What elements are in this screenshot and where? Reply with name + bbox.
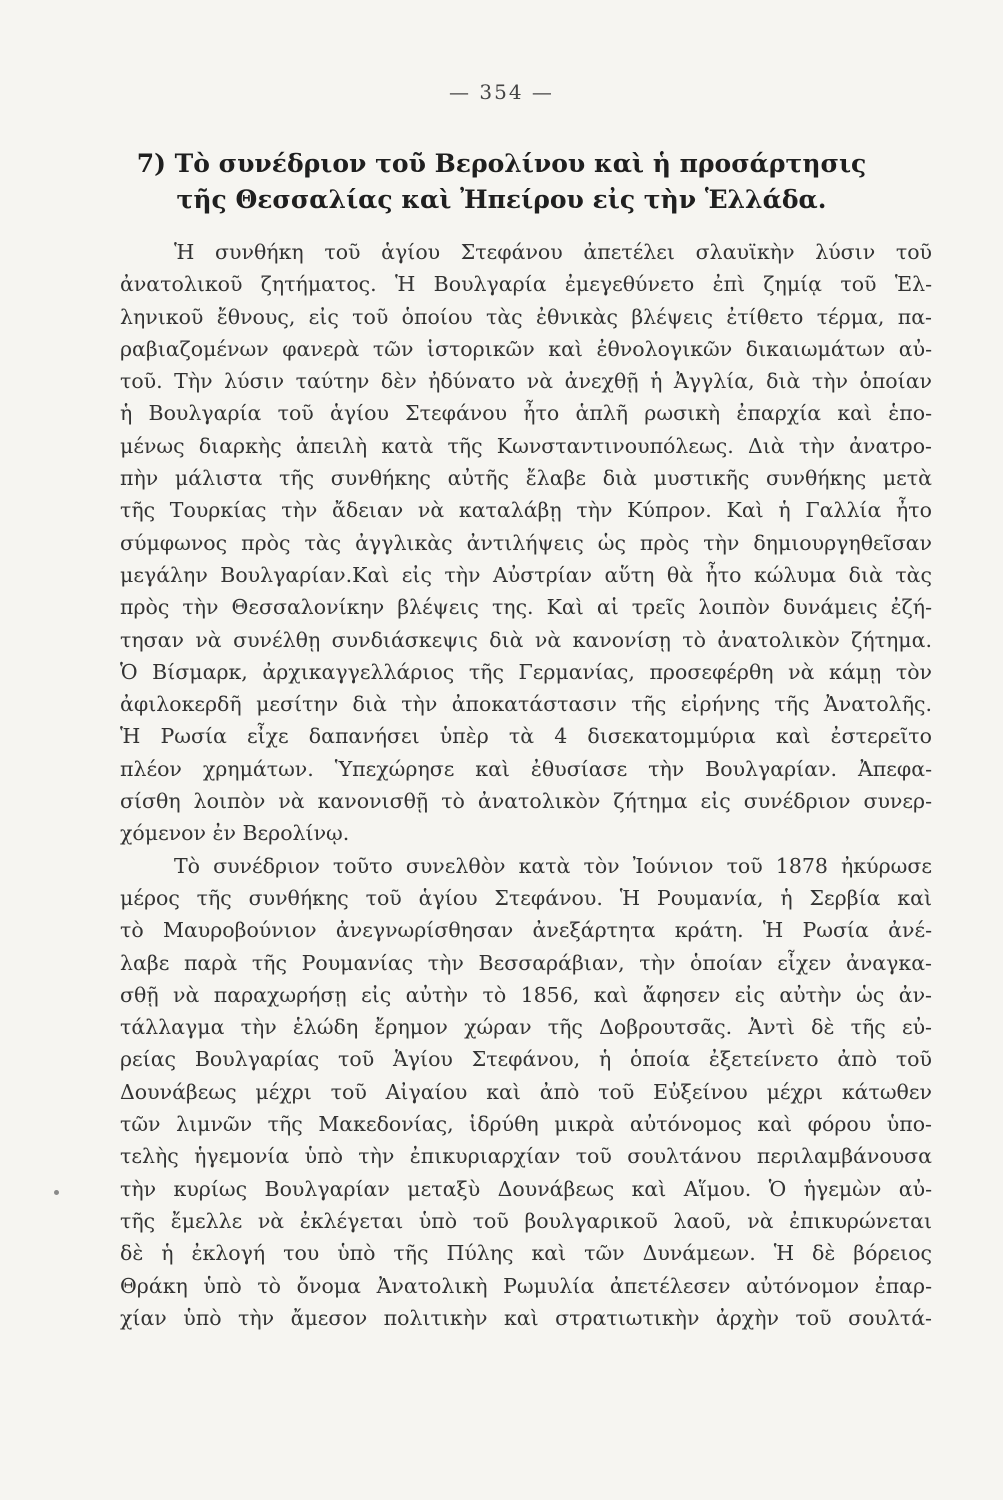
text-line: πρὸς τὴν Θεσσαλονίκην βλέψεις της. Καὶ αἱ τρεῖς λοιπὸν δυνάμεις ἐζή- xyxy=(120,595,932,620)
text-line: τησαν νὰ συνέλθῃ συνδιάσκεψις διὰ νὰ κανονίσῃ τὸ ἀνατολικὸν ζήτημα. xyxy=(120,627,932,652)
section-title-line-2: τῆς Θεσσαλίας καὶ Ἠπείρου εἰς τὴν Ἑλλάδα. xyxy=(176,185,827,214)
text-line: λαβε παρὰ τῆς Ρουμανίας τὴν Βεσσαράβιαν, τὴν ὁποίαν εἶχεν ἀναγκα- xyxy=(120,950,932,975)
text-line: ἀφιλοκερδῆ μεσίτην διὰ τὴν ἀποκατάστασιν τῆς εἰρήνης τῆς Ἀνατολῆς. xyxy=(120,692,932,717)
text-line: σθῇ νὰ παραχωρήσῃ εἰς αὐτὴν τὸ 1856, καὶ ἄφησεν εἰς αὐτὴν ὡς ἀν- xyxy=(120,982,932,1007)
text-line: πὴν μάλιστα τῆς συνθήκης αὐτῆς ἔλαβε διὰ μυστικῆς συνθήκης μετὰ xyxy=(120,466,932,491)
text-line: δὲ ἡ ἐκλογή του ὑπὸ τῆς Πύλης καὶ τῶν Δυνάμεων. Ἡ δὲ βόρειος xyxy=(120,1241,932,1266)
text-line: Ὁ Βίσμαρκ, ἀρχικαγγελλάριος τῆς Γερμανίας, προσεφέρθη νὰ κάμῃ τὸν xyxy=(120,659,932,684)
text-line: σύμφωνος πρὸς τὰς ἀγγλικὰς ἀντιλήψεις ὡς πρὸς τὴν δημιουργηθεῖσαν xyxy=(120,530,932,555)
text-line: Τὸ συνέδριον τοῦτο συνελθὸν κατὰ τὸν Ἰούνιον τοῦ 1878 ἠκύρωσε xyxy=(174,853,932,878)
text-line: τάλλαγμα τὴν ἑλώδη ἔρημον χώραν τῆς Δοβρουτσᾶς. Ἀντὶ δὲ τῆς εὐ- xyxy=(120,1015,932,1040)
text-line: τὴν κυρίως Βουλγαρίαν μεταξὺ Δουνάβεως καὶ Αἵμου. Ὁ ἡγεμὼν αὐ- xyxy=(120,1176,932,1201)
text-line: χίαν ὑπὸ τὴν ἄμεσον πολιτικὴν καὶ στρατιωτικὴν ἀρχὴν τοῦ σουλτά- xyxy=(120,1305,932,1330)
text-line: ἡ Βουλγαρία τοῦ ἁγίου Στεφάνου ἦτο ἁπλῆ ρωσικὴ ἐπαρχία καὶ ἑπο- xyxy=(120,401,932,426)
section-title xyxy=(0,146,1003,218)
text-line: μένως διαρκὴς ἀπειλὴ κατὰ τῆς Κωνσταντινουπόλεως. Διὰ τὴν ἀνατρο- xyxy=(120,433,932,458)
text-line: Ἡ συνθήκη τοῦ ἁγίου Στεφάνου ἀπετέλει σλαυϊκὴν λύσιν τοῦ xyxy=(174,240,932,264)
text-line: τῆς Τουρκίας τὴν ἄδειαν νὰ καταλάβῃ τὴν Κύπρον. Καὶ ἡ Γαλλία ἦτο xyxy=(120,498,932,523)
text-line: τῶν λιμνῶν τῆς Μακεδονίας, ἱδρύθη μικρὰ αὐτόνομος καὶ φόρου ὑπο- xyxy=(120,1112,932,1137)
text-line: τὸ Μαυροβούνιον ἀνεγνωρίσθησαν ἀνεξάρτητα κράτη. Ἡ Ρωσία ἀνέ- xyxy=(120,918,932,943)
text-line: μεγάλην Βουλγαρίαν.Καὶ εἰς τὴν Αὐστρίαν αὕτη θὰ ἦτο κώλυμα διὰ τὰς xyxy=(120,562,932,587)
text-line: τοῦ. Τὴν λύσιν ταύτην δὲν ἠδύνατο νὰ ἀνεχθῇ ἡ Ἀγγλία, διὰ τὴν ὁποίαν xyxy=(120,369,932,394)
text-line: πλέον χρημάτων. Ὑπεχώρησε καὶ ἐθυσίασε τὴν Βουλγαρίαν. Ἀπεφα- xyxy=(120,756,932,781)
text-line: σίσθη λοιπὸν νὰ κανονισθῇ τὸ ἀνατολικὸν ζήτημα εἰς συνέδριον συνερ- xyxy=(120,789,932,814)
text-line: μέρος τῆς συνθήκης τοῦ ἁγίου Στεφάνου. Ἡ Ρουμανία, ἡ Σερβία καὶ xyxy=(120,885,932,910)
text-line: τελὴς ἡγεμονία ὑπὸ τὴν ἐπικυριαρχίαν τοῦ σουλτάνου περιλαμβάνουσα xyxy=(120,1144,932,1169)
text-line: ρείας Βουλγαρίας τοῦ Ἁγίου Στεφάνου, ἡ ὁποία ἐξετείνετο ἀπὸ τοῦ xyxy=(120,1047,932,1072)
body-text xyxy=(120,236,932,1334)
text-line: Δουνάβεως μέχρι τοῦ Αἰγαίου καὶ ἀπὸ τοῦ Εὐξείνου μέχρι κάτωθεν xyxy=(120,1079,932,1104)
text-line: Ἡ Ρωσία εἶχε δαπανήσει ὑπὲρ τὰ 4 δισεκατομμύρια καὶ ἐστερεῖτο xyxy=(120,724,932,749)
section-title-line-1: 7) Τὸ συνέδριον τοῦ Βερολίνου καὶ ἡ προσάρτησις xyxy=(136,149,867,178)
text-line: τῆς ἔμελλε νὰ ἐκλέγεται ὑπὸ τοῦ βουλγαρικοῦ λαοῦ, νὰ ἐπικυρώνεται xyxy=(120,1208,932,1233)
margin-ink-dot xyxy=(54,1190,59,1195)
text-line: ραβιαζομένων φανερὰ τῶν ἱστορικῶν καὶ ἐθνολογικῶν δικαιωμάτων αὐ- xyxy=(120,336,932,361)
text-line: Θράκη ὑπὸ τὸ ὄνομα Ἀνατολικὴ Ρωμυλία ἀπετέλεσεν αὐτόνομον ἐπαρ- xyxy=(120,1273,932,1298)
text-line: ληνικοῦ ἔθνους, εἰς τοῦ ὁποίου τὰς ἐθνικὰς βλέψεις ἐτίθετο τέρμα, πα- xyxy=(120,304,932,329)
text-line: ἀνατολικοῦ ζητήματος. Ἡ Βουλγαρία ἐμεγεθύνετο ἐπὶ ζημίᾳ τοῦ Ἑλ- xyxy=(120,272,932,297)
text-line: χόμενον ἐν Βερολίνῳ. xyxy=(120,821,350,846)
page-number: — 354 — xyxy=(449,80,554,104)
